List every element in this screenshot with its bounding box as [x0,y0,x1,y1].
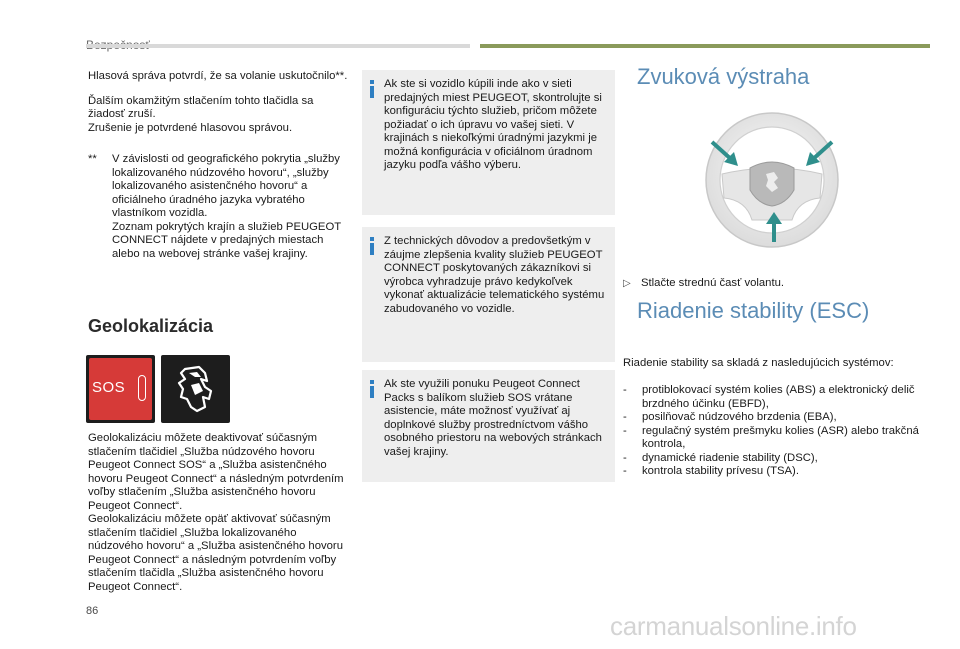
list-item: - posilňovač núdzového brzdenia (EBA), [623,411,837,423]
paragraph-voice-confirmation: Hlasová správa potvrdí, že sa volanie uskutočnilo**. [88,70,348,82]
list-item: - regulačný systém prešmyku kolies (ASR) alebo trakčná kontrola, [623,424,919,450]
info-icon [370,80,374,98]
horn-instruction-text: Stlačte strednú časť volantu. [641,277,785,289]
info-text-updates: Z technických dôvodov a predovšetkým v záujme zlepšenia kvality služieb PEUGEOT CONNECT poskytovaných zákazníkovi si výrobca vyhradzuje právo kedykoľvek vykonať aktualizácie telematického systému zabudovaného vo vozidle. [384,235,605,315]
info-box-updates [362,227,615,362]
info-icon [370,380,374,398]
info-icon [370,237,374,255]
info-box-packs [362,370,615,482]
paragraph-cancel: Ďalším okamžitým stlačením tohto tlačidla sa žiadosť zruší. Zrušenie je potvrdené hlasovou správou. [88,94,314,134]
footnote-text: V závislosti od geografického pokrytia „služby lokalizovaného núdzového hovoru“, „služby lokalizovaného asistenčného hovoru“ a oficiálneho úradného jazyka vybratého vlastníkom vozidla. Zoznam pokrytých krajín a služieb PEUGEOT CONNECT nájdete v predajných miestach alebo na webovej stránke vašej krajiny. [112,153,341,260]
esc-heading: Riadenie stability (ESC) [637,298,870,323]
esc-intro: Riadenie stability sa skladá z nasledujúcich systémov: [623,357,894,369]
sos-button-image [86,355,155,423]
footnote [88,153,350,261]
list-item: - kontrola stability prívesu (TSA). [623,465,799,477]
column-left [88,70,350,272]
watermark: carmanualsonline.info [610,611,857,641]
footnote-marker: ** [88,153,97,165]
horn-heading: Zvuková výstraha [637,64,810,89]
info-box-network [362,70,615,215]
header-rule-green [480,44,930,48]
steering-wheel-image [702,108,842,250]
info-text-packs: Ak ste využili ponuku Peugeot Connect Packs s balíkom služieb SOS vrátane asistencie, máte možnosť využívať aj doplnkové služby prostredníctvom vášho osobného priestoru na webových stránkach vašej krajiny. [384,378,602,458]
esc-list [623,384,928,479]
geolocation-text: Geolokalizáciu môžete deaktivovať súčasným stlačením tlačidiel „Služba núdzového hovoru Peugeot Connect SOS“ a „Služba asistenčného hovoru Peugeot Connect“ a následným potvrdením voľby stlačením „Služba asistenčného hovoru Peugeot Connect“. Geolokalizáciu môžete opäť aktivovať súčasným stlačením tlačidiel „Služba lokalizovaného núdzového hovoru“ a „Služba asistenčného hovoru Peugeot Connect“ a následným potvrdením voľby stlačením tlačidla „Služba asistenčného hovoru Peugeot Connect“. [88,432,344,593]
info-text-network: Ak ste si vozidlo kúpili inde ako v sieti predajných miest PEUGEOT, skontrolujte si konfiguráciu týchto služieb, pričom môžete požiadať o ich úpravu vo vašej sieti. V krajinách s niekoľkými úradnými jazykmi je možná konfigurácia v oficiálnom úradnom jazyku podľa vášho výberu. [384,78,602,171]
geolocation-heading: Geolokalizácia [88,316,214,336]
assistance-button-image [161,355,230,423]
header-rule-grey [86,44,470,48]
peugeot-lion-icon [161,355,230,423]
sos-slot-icon [138,375,146,401]
sos-label: SOS [92,379,126,396]
horn-instruction [623,277,923,291]
list-item: - dynamické riadenie stability (DSC), [623,451,818,464]
list-item: - protiblokovací systém kolies (ABS) a elektronický delič brzdného účinku (EBFD), [623,384,915,410]
page-number: 86 [86,605,99,617]
bullet-arrow-icon: ▷ [623,278,631,289]
